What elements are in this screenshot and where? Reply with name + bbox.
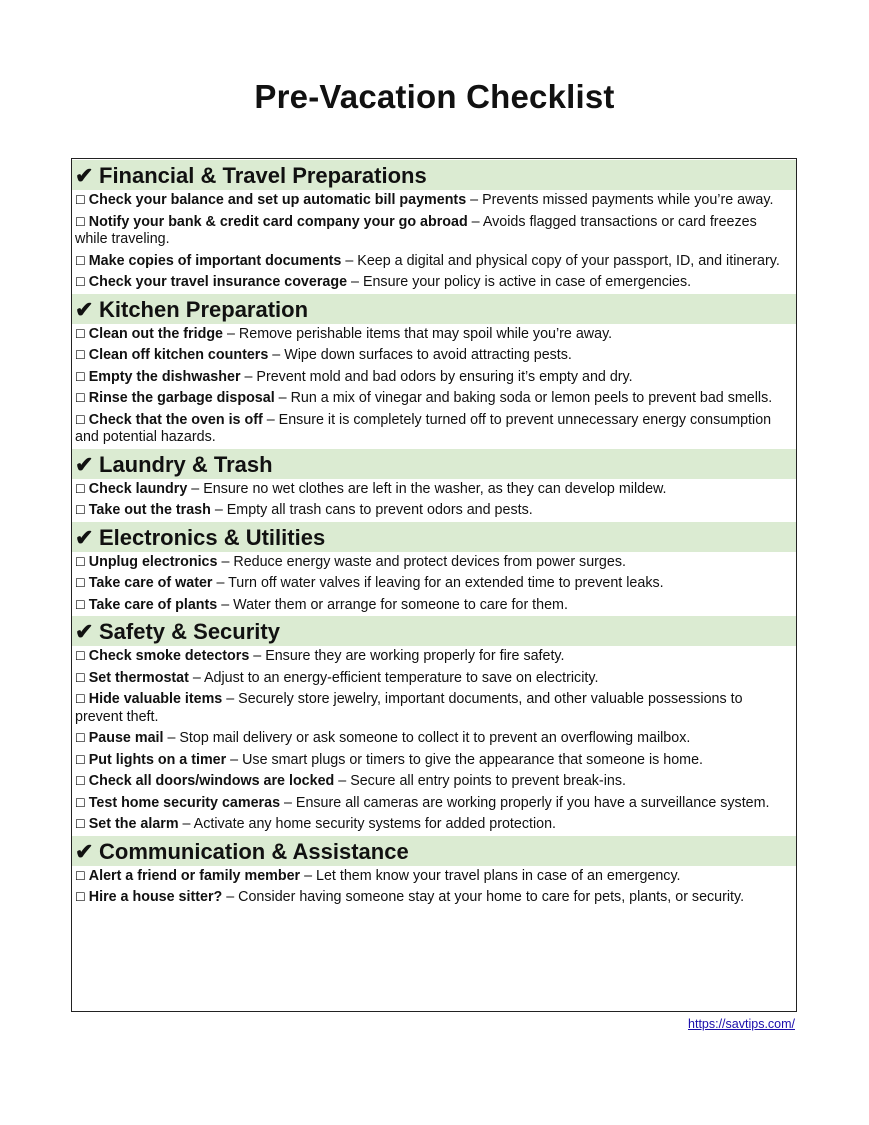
item-dash: – bbox=[466, 192, 483, 208]
item-label: Hire a house sitter? bbox=[88, 889, 223, 905]
item-label: Check your travel insurance coverage bbox=[88, 274, 348, 290]
item-description: Adjust to an energy-efficient temperature to save on electricity. bbox=[203, 669, 599, 686]
item-label: Rinse the garbage disposal bbox=[88, 390, 275, 406]
checkbox-icon[interactable]: ☐ bbox=[75, 576, 86, 590]
item-label: Make copies of important documents bbox=[88, 252, 342, 269]
section-title: Kitchen Preparation bbox=[99, 296, 309, 322]
section-header bbox=[72, 836, 796, 866]
item-dash: – bbox=[274, 390, 291, 406]
checkmark-icon: ✔ bbox=[75, 619, 94, 644]
item-description: Avoids flagged transactions or card freezes while traveling. bbox=[75, 213, 757, 247]
item-label: Take care of water bbox=[88, 575, 213, 591]
item-description: Secure all entry points to prevent break-ins. bbox=[350, 773, 626, 789]
item-dash: – bbox=[341, 252, 358, 269]
checkmark-icon: ✔ bbox=[75, 524, 94, 550]
item-dash: – bbox=[212, 575, 229, 591]
checkmark-icon: ✔ bbox=[75, 296, 94, 322]
section-header bbox=[72, 616, 796, 646]
checkbox-icon[interactable]: ☐ bbox=[75, 326, 86, 341]
checkbox-icon[interactable]: ☐ bbox=[75, 481, 86, 496]
item-label: Test home security cameras bbox=[88, 794, 281, 811]
item-dash: – bbox=[347, 274, 363, 290]
checkmark-icon: ✔ bbox=[75, 451, 94, 477]
item-description: Activate any home security systems for added protection. bbox=[193, 816, 557, 832]
item-label: Set thermostat bbox=[88, 669, 189, 686]
item-dash: – bbox=[300, 867, 317, 884]
checkbox-icon[interactable]: ☐ bbox=[75, 369, 86, 384]
item-dash: – bbox=[210, 502, 227, 518]
item-label: Clean out the fridge bbox=[88, 325, 224, 342]
section-title: Electronics & Utilities bbox=[99, 524, 326, 550]
item-description: Let them know your travel plans in case of an emergency. bbox=[316, 867, 681, 884]
checklist-item bbox=[72, 345, 796, 367]
item-description: Ensure your policy is active in case of emergencies. bbox=[362, 274, 692, 290]
checkbox-icon[interactable]: ☐ bbox=[75, 670, 86, 685]
checkbox-icon[interactable]: ☐ bbox=[75, 890, 86, 904]
item-dash: – bbox=[187, 480, 204, 497]
checklist-item bbox=[72, 668, 796, 690]
item-label: Empty the dishwasher bbox=[88, 368, 241, 385]
checkbox-icon[interactable]: ☐ bbox=[75, 193, 86, 207]
checklist-item bbox=[72, 410, 796, 449]
item-dash: – bbox=[467, 213, 483, 230]
checkbox-icon[interactable]: ☐ bbox=[75, 554, 86, 569]
section-header bbox=[72, 160, 796, 190]
checklist-item bbox=[72, 388, 796, 410]
checkbox-icon[interactable]: ☐ bbox=[75, 503, 86, 517]
checklist-box bbox=[71, 158, 797, 1012]
page-title: Pre-Vacation Checklist bbox=[254, 78, 615, 115]
checkbox-icon[interactable]: ☐ bbox=[75, 253, 86, 268]
checklist-item bbox=[72, 324, 796, 346]
item-dash: – bbox=[240, 368, 257, 385]
item-description: Remove perishable items that may spoil while you’re away. bbox=[238, 325, 613, 342]
item-label: Check laundry bbox=[88, 480, 188, 497]
item-label: Pause mail bbox=[88, 730, 164, 746]
checklist-item bbox=[72, 573, 796, 595]
checklist-item bbox=[72, 866, 796, 888]
item-description: Turn off water valves if leaving for an extended time to prevent leaks. bbox=[228, 575, 664, 591]
checklist-item bbox=[72, 595, 796, 617]
item-label: Unplug electronics bbox=[88, 553, 218, 570]
section-header bbox=[72, 449, 796, 479]
item-description: Keep a digital and physical copy of your passport, ID, and itinerary. bbox=[357, 252, 780, 269]
item-dash: – bbox=[268, 347, 285, 363]
item-label: Check your balance and set up automatic bill payments bbox=[88, 192, 467, 208]
checkbox-icon[interactable]: ☐ bbox=[75, 275, 86, 289]
item-dash: – bbox=[217, 596, 234, 613]
item-label: Take care of plants bbox=[88, 596, 218, 613]
checklist-item bbox=[72, 479, 796, 501]
checkbox-icon[interactable]: ☐ bbox=[75, 817, 86, 831]
item-description: Prevents missed payments while you’re away. bbox=[482, 192, 774, 208]
item-dash: – bbox=[222, 889, 239, 905]
item-dash: – bbox=[334, 773, 351, 789]
section-header bbox=[72, 522, 796, 552]
checklist-item bbox=[72, 793, 796, 815]
checklist-item bbox=[72, 771, 796, 793]
item-description: Securely store jewelry, important documents, and other valuable possessions to prevent theft. bbox=[75, 691, 743, 725]
checkbox-icon[interactable]: ☐ bbox=[75, 348, 86, 362]
item-description: Ensure all cameras are working properly if you have a surveillance system. bbox=[295, 794, 770, 811]
item-description: Reduce energy waste and protect devices from power surges. bbox=[233, 553, 626, 570]
checkbox-icon[interactable]: ☐ bbox=[75, 731, 86, 745]
item-label: Check all doors/windows are locked bbox=[88, 773, 335, 789]
item-dash: – bbox=[178, 816, 194, 832]
checkbox-icon[interactable]: ☐ bbox=[75, 795, 86, 810]
item-dash: – bbox=[217, 553, 234, 570]
checkmark-icon: ✔ bbox=[75, 163, 94, 188]
checklist-item bbox=[72, 500, 796, 522]
checkmark-icon: ✔ bbox=[75, 838, 94, 864]
section-title: Laundry & Trash bbox=[99, 451, 273, 477]
section-title: Financial & Travel Preparations bbox=[99, 163, 427, 188]
checklist-item bbox=[72, 212, 796, 251]
checkbox-icon[interactable]: ☐ bbox=[75, 774, 86, 788]
item-description: Run a mix of vinegar and baking soda or lemon peels to prevent bad smells. bbox=[290, 390, 773, 406]
item-dash: – bbox=[226, 751, 243, 768]
checklist-item bbox=[72, 728, 796, 750]
item-label: Take out the trash bbox=[88, 502, 211, 518]
item-label: Check that the oven is off bbox=[88, 411, 263, 428]
checkbox-icon[interactable]: ☐ bbox=[75, 214, 86, 229]
checkbox-icon[interactable]: ☐ bbox=[75, 412, 86, 427]
item-description: Ensure they are working properly for fire safety. bbox=[265, 648, 565, 664]
section-title: Communication & Assistance bbox=[99, 838, 409, 864]
checklist-item bbox=[72, 367, 796, 389]
checklist-item bbox=[72, 646, 796, 668]
checklist-item bbox=[72, 190, 796, 212]
item-dash: – bbox=[222, 691, 239, 707]
section-title: Safety & Security bbox=[99, 619, 280, 644]
item-description: Wipe down surfaces to avoid attracting pests. bbox=[284, 347, 572, 363]
item-dash: – bbox=[262, 411, 279, 428]
checkbox-icon[interactable]: ☐ bbox=[75, 868, 86, 883]
checkbox-icon[interactable]: ☐ bbox=[75, 649, 86, 663]
item-label: Clean off kitchen counters bbox=[88, 347, 269, 363]
checklist-item bbox=[72, 689, 796, 728]
item-dash: – bbox=[223, 325, 239, 342]
item-label: Notify your bank & credit card company your go abroad bbox=[88, 213, 468, 230]
checkbox-icon[interactable]: ☐ bbox=[75, 692, 86, 706]
item-description: Use smart plugs or timers to give the appearance that someone is home. bbox=[242, 751, 704, 768]
checkbox-icon[interactable]: ☐ bbox=[75, 391, 86, 405]
checklist-item bbox=[72, 887, 796, 909]
item-description: Stop mail delivery or ask someone to collect it to prevent an overflowing mailbox. bbox=[179, 730, 691, 746]
checklist-item bbox=[72, 251, 796, 273]
item-dash: – bbox=[188, 669, 204, 686]
checkbox-icon[interactable]: ☐ bbox=[75, 752, 86, 767]
item-dash: – bbox=[280, 794, 296, 811]
checklist-item bbox=[72, 814, 796, 836]
checklist-item bbox=[72, 272, 796, 294]
item-dash: – bbox=[163, 730, 180, 746]
item-description: Ensure no wet clothes are left in the washer, as they can develop mildew. bbox=[203, 480, 667, 497]
item-description: Consider having someone stay at your home to care for pets, plants, or security. bbox=[238, 889, 745, 905]
checkbox-icon[interactable]: ☐ bbox=[75, 597, 86, 612]
item-description: Water them or arrange for someone to care for them. bbox=[233, 596, 568, 613]
checklist-item bbox=[72, 750, 796, 772]
checklist-item bbox=[72, 552, 796, 574]
item-label: Check smoke detectors bbox=[88, 648, 250, 664]
item-label: Alert a friend or family member bbox=[88, 867, 301, 884]
item-label: Hide valuable items bbox=[88, 691, 223, 707]
item-description: Prevent mold and bad odors by ensuring it’s empty and dry. bbox=[256, 368, 633, 385]
item-dash: – bbox=[249, 648, 266, 664]
item-description: Ensure it is completely turned off to prevent unnecessary energy consumption and potential hazards. bbox=[75, 411, 772, 445]
item-description: Empty all trash cans to prevent odors and pests. bbox=[226, 502, 533, 518]
footer-link[interactable]: https://savtips.com/ bbox=[688, 1017, 795, 1031]
item-label: Set the alarm bbox=[88, 816, 179, 832]
section-header bbox=[72, 294, 796, 324]
item-label: Put lights on a timer bbox=[88, 751, 227, 768]
